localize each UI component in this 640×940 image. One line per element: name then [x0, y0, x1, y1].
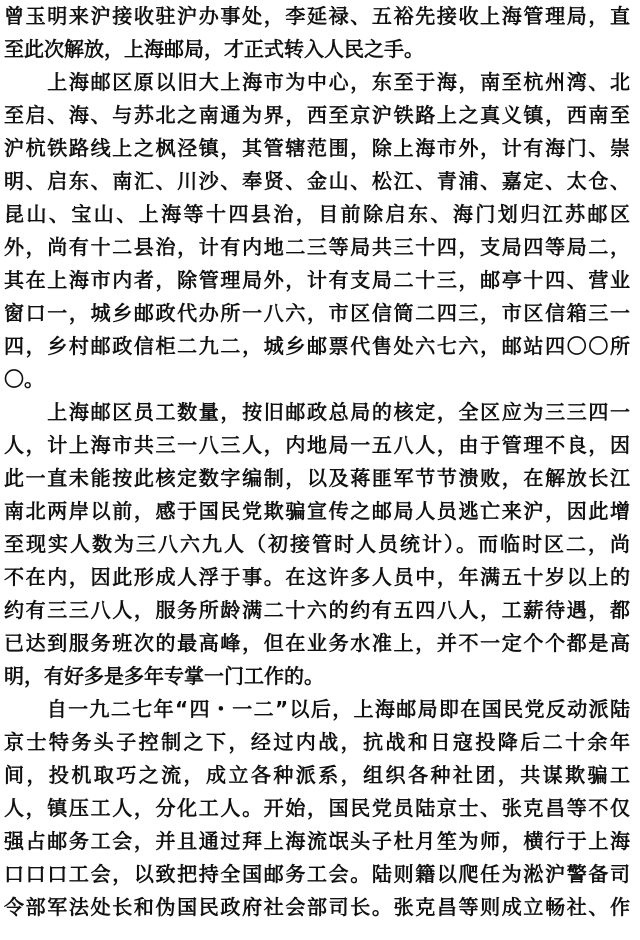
- text-line: 至现实人数为三八六九人（初接管时人员统计）。而临时区二，尚: [4, 532, 630, 556]
- text-line: 不在内，因此形成人浮于事。在这许多人员中，年满五十岁以上的: [4, 565, 630, 589]
- text-line: 至启、海、与苏北之南通为界，西至京沪铁路上之真义镇，西南至: [4, 103, 630, 127]
- paragraph-2: [4, 66, 630, 396]
- text-line: 自一九二七年“四・一二”以后，上海邮局即在国民党反动派陆: [4, 697, 630, 721]
- text-line: 至此次解放，上海邮局，才正式转入人民之手。: [4, 37, 424, 61]
- text-line: 沪杭铁路线上之枫泾镇，其管辖范围，除上海市外，计有海门、崇: [4, 136, 630, 160]
- text-line: 强占邮务工会，并且通过拜上海流氓头子杜月笙为师，横行于上海: [4, 829, 630, 853]
- text-line: 上海邮区原以旧大上海市为中心，东至于海，南至杭州湾、北: [4, 70, 630, 94]
- text-line: 令部军法处长和伪国民政府社会部司长。张克昌等则成立畅社、作: [4, 895, 630, 919]
- text-line: 人，镇压工人，分化工人。开始，国民党员陆京士、张克昌等不仅: [4, 796, 630, 820]
- paragraph-1: [4, 0, 630, 66]
- text-line: 明、启东、南汇、川沙、奉贤、金山、松江、青浦、嘉定、太仓、: [4, 169, 630, 193]
- text-line: 四，乡村邮政信柜二九二，城乡邮票代售处六七六，邮站四〇〇所: [4, 334, 630, 358]
- text-line: 上海邮区员工数量，按旧邮政总局的核定，全区应为三三四一: [4, 400, 630, 424]
- paragraph-4: [4, 693, 630, 924]
- text-line: 此一直未能按此核定数字编制，以及蒋匪军节节溃败，在解放长江: [4, 466, 630, 490]
- text-line: 人，计上海市共三一八三人，内地局一五八人，由于管理不良，因: [4, 433, 630, 457]
- text-line: 已达到服务班次的最高峰，但在业务水准上，并不一定个个都是高: [4, 631, 630, 655]
- text-line: 南北两岸以前，感于国民党欺骗宣传之邮局人员逃亡来沪，因此增: [4, 499, 630, 523]
- text-line: 昆山、宝山、上海等十四县治，目前除启东、海门划归江苏邮区: [4, 202, 630, 226]
- text-line: 间，投机取巧之流，成立各种派系，组织各种社团，共谋欺骗工: [4, 763, 630, 787]
- text-line: 〇。: [4, 367, 44, 391]
- text-line: 曾玉明来沪接收驻沪办事处，李延禄、五裕先接收上海管理局，直: [4, 4, 630, 28]
- text-line: 窗口一，城乡邮政代办所一八六，市区信筒二四三，市区信箱三一: [4, 301, 630, 325]
- text-line: 口口口工会，以致把持全国邮务工会。陆则籍以爬任为淞沪警备司: [4, 862, 630, 886]
- text-line: 其在上海市内者，除管理局外，计有支局二十三，邮亭十四、营业: [4, 268, 630, 292]
- text-line: 京士特务头子控制之下，经过内战，抗战和日寇投降后二十余年: [4, 730, 630, 754]
- text-line: 明，有好多是多年专掌一门工作的。: [4, 664, 324, 688]
- text-line: 约有三三八人，服务所龄满二十六的约有五四八人，工薪待遇，都: [4, 598, 630, 622]
- text-line: 外，尚有十二县治，计有内地二三等局共三十四，支局四等局二，: [4, 235, 630, 259]
- paragraph-3: [4, 396, 630, 693]
